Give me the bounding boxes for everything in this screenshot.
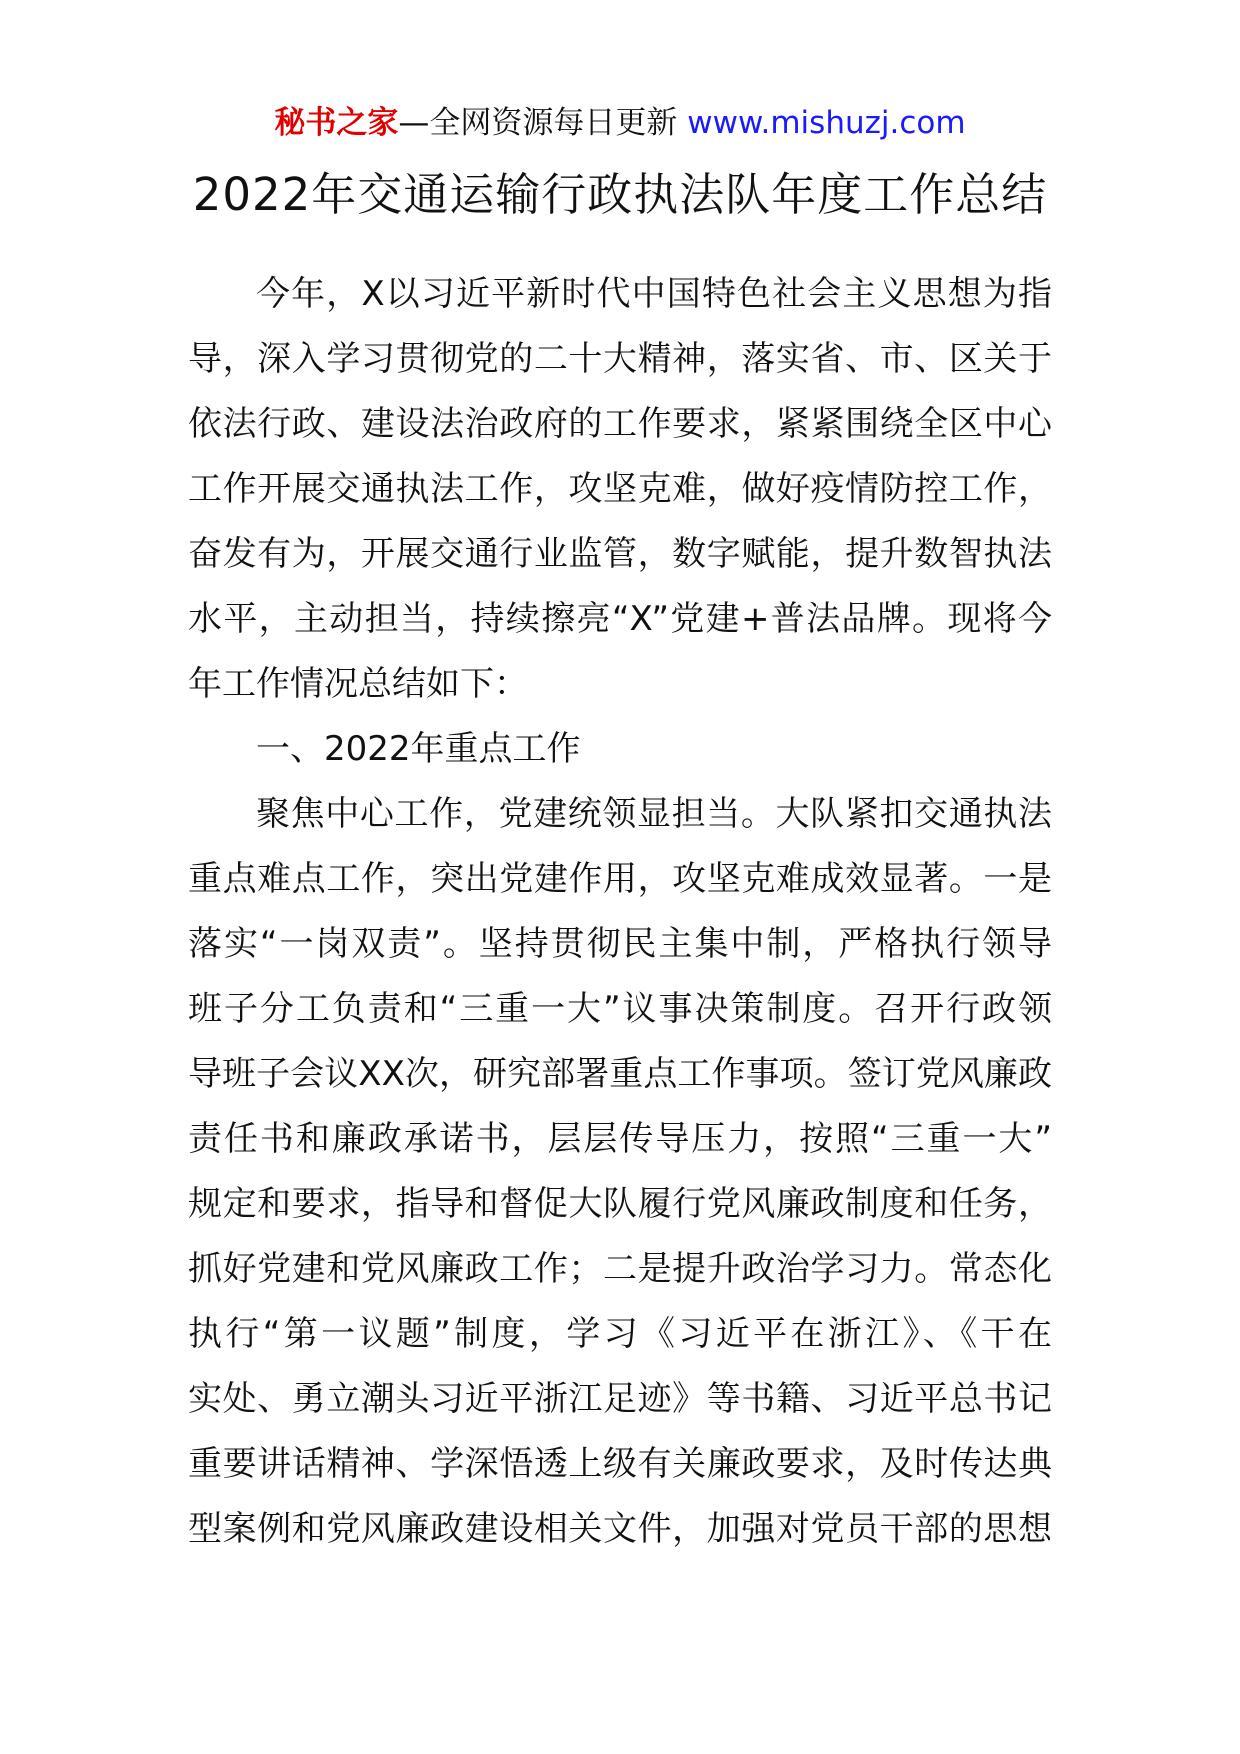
paragraph-line: 责任书和廉政承诺书，层层传导压力，按照“三重一大”	[188, 1119, 1052, 1159]
paragraph-line: 实处、勇立潮头习近平浙江足迹》等书籍、习近平总书记	[188, 1379, 1052, 1419]
brand-name: 秘书之家	[274, 105, 399, 141]
paragraph-line: 抓好党建和党风廉政工作；二是提升政治学习力。常态化	[188, 1249, 1052, 1289]
site-header	[0, 100, 1240, 146]
paragraph-line: 班子分工负责和“三重一大”议事决策制度。召开行政领	[188, 989, 1052, 1029]
paragraph-line: 奋发有为，开展交通行业监管，数字赋能，提升数智执法	[188, 534, 1052, 574]
paragraph-line: 依法行政、建设法治政府的工作要求，紧紧围绕全区中心	[188, 404, 1052, 444]
document-body	[188, 262, 1052, 1562]
paragraph-line: 今年，X以习近平新时代中国特色社会主义思想为指	[256, 274, 1052, 314]
paragraph-line: 落实“一岗双责”。坚持贯彻民主集中制，严格执行领导	[188, 924, 1052, 964]
paragraph-line: 年工作情况总结如下：	[188, 664, 528, 704]
paragraph-line: 型案例和党风廉政建设相关文件，加强对党员干部的思想	[188, 1509, 1052, 1549]
paragraph-line: 执行“第一议题”制度，学习《习近平在浙江》、《干在	[188, 1314, 1052, 1354]
paragraph-line: 聚焦中心工作，党建统领显担当。大队紧扣交通执法	[256, 794, 1052, 834]
paragraph-line: 重要讲话精神、学深悟透上级有关廉政要求，及时传达典	[188, 1444, 1052, 1484]
paragraph-line: 导，深入学习贯彻党的二十大精神，落实省、市、区关于	[188, 339, 1052, 379]
paragraph-line: 工作开展交通执法工作，攻坚克难，做好疫情防控工作，	[188, 469, 1052, 509]
site-url-link[interactable]: www.mishuzj.com	[687, 105, 966, 141]
paragraph-line: 导班子会议XX次，研究部署重点工作事项。签订党风廉政	[188, 1054, 1052, 1094]
paragraph-line: 重点难点工作，突出党建作用，攻坚克难成效显著。一是	[188, 859, 1052, 899]
section-heading: 一、2022年重点工作	[256, 729, 581, 769]
header-slogan: —全网资源每日更新	[398, 105, 678, 141]
document-title: 2022年交通运输行政执法队年度工作总结	[192, 168, 1048, 221]
paragraph-line: 规定和要求，指导和督促大队履行党风廉政制度和任务，	[188, 1184, 1052, 1224]
paragraph-line: 水平，主动担当，持续擦亮“X”党建+普法品牌。现将今	[188, 599, 1052, 639]
